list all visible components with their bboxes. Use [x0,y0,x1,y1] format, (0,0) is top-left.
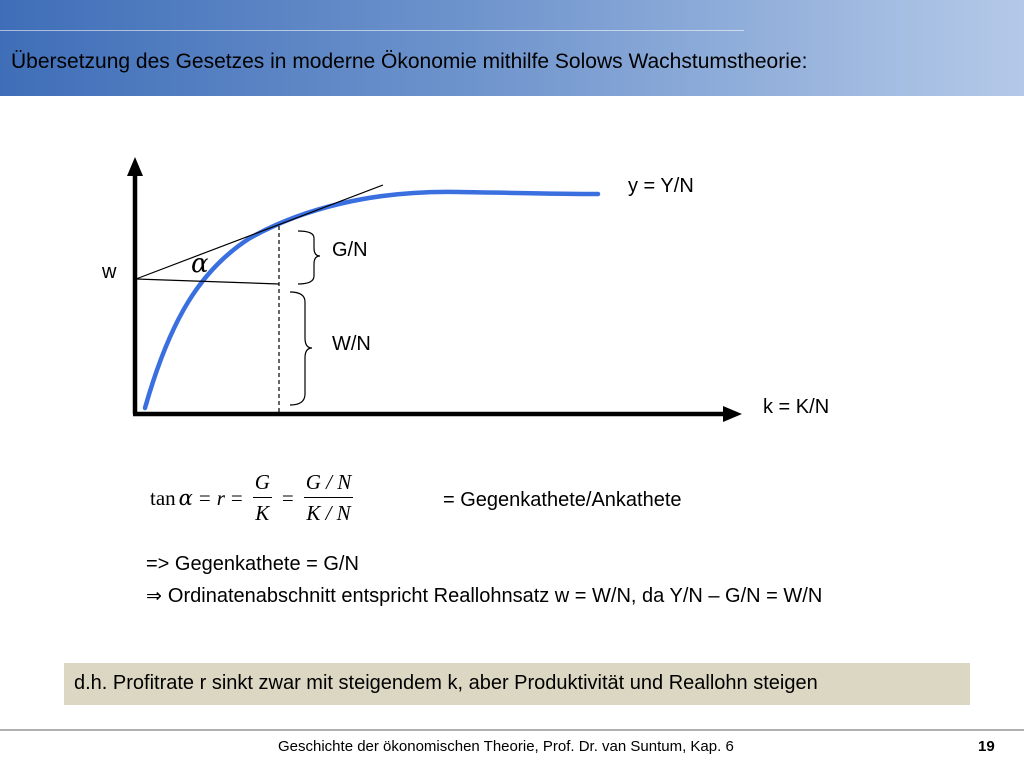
fraction-k-over-n: K / N [306,501,351,525]
footer-divider [0,729,1024,731]
wage-line [136,279,279,284]
page-number: 19 [978,738,995,755]
wage-intercept-label: w [102,261,117,283]
production-curve [145,192,598,408]
footer-text: Geschichte der ökonomischen Theorie, Prof. Dr. van Suntum, Kap. 6 [278,738,734,755]
curve-label: y = Y/N [628,175,694,197]
formula-fraction-gk [253,470,272,526]
ordinate-statement-text: Ordinatenabschnitt entspricht Reallohnsatz w = W/N, da Y/N – G/N = W/N [167,585,823,607]
formula-equals-3: = [281,485,294,510]
fraction-g-over-n: G / N [304,470,354,498]
upper-brace [298,231,320,284]
formula-fraction-gn-kn [304,470,354,526]
formula-equals-2: = [230,485,243,510]
x-axis-arrowhead [723,406,742,422]
profit-per-worker-label: G/N [332,239,368,261]
tangent-formula [150,470,357,526]
fraction-k: K [255,501,270,525]
tangent-line [136,185,383,279]
formula-rhs: = Gegenkathete/Ankathete [443,489,682,511]
formula-tan: tan [150,485,176,510]
formula-alpha: α [178,486,193,510]
gegenkathete-statement: => Gegenkathete = G/N [146,553,359,575]
formula-equals-1: = [198,485,211,510]
wage-per-worker-label: W/N [332,333,371,355]
slide-title: Übersetzung des Gesetzes in moderne Ökonomie mithilfe Solows Wachstumstheorie: [11,50,808,73]
lower-brace [290,292,312,405]
formula-r: r [216,485,225,510]
x-axis-label: k = K/N [763,396,830,418]
y-axis-arrowhead [127,157,143,176]
angle-alpha-label: α [191,249,209,279]
fraction-g: G [253,470,272,498]
implies-icon: ⇒ [146,585,162,607]
ordinate-statement [146,585,822,608]
conclusion-box: d.h. Profitrate r sinkt zwar mit steigendem k, aber Produktivität und Reallohn steigen [64,663,970,705]
